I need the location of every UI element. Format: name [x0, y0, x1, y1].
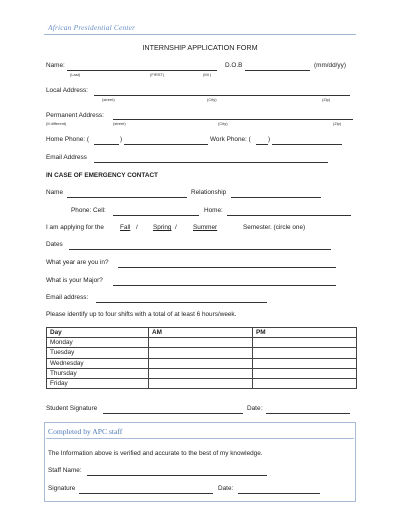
- semester-fall[interactable]: Fall: [120, 224, 131, 231]
- student-signature-field[interactable]: [103, 413, 243, 414]
- perm-sub-zip: (Zip): [333, 121, 342, 126]
- header-divider: [44, 34, 356, 35]
- staff-section-title: Completed by APC staff: [48, 427, 123, 436]
- student-date-colon: :: [261, 405, 263, 412]
- name-label: Name:: [46, 62, 65, 69]
- relationship-label: Relationship: [191, 189, 227, 196]
- shift-am-cell[interactable]: [149, 378, 253, 388]
- shifts-intro: Please identify up to four shifts with a total of at least 6 hours/week.: [46, 311, 237, 318]
- table-row: [47, 378, 357, 388]
- semester-note: Semester. (circle one): [243, 224, 306, 231]
- dates-field[interactable]: [69, 249, 331, 250]
- shift-pm-cell[interactable]: [253, 378, 357, 388]
- shift-day: Thursday: [47, 368, 149, 378]
- student-date-field[interactable]: [266, 413, 350, 414]
- year-field[interactable]: [118, 267, 336, 268]
- staff-date-field[interactable]: [238, 493, 320, 494]
- name-sub-last: (Last): [70, 72, 81, 77]
- local-sub-zip: (Zip): [322, 97, 331, 102]
- staff-signature-label: Signature: [48, 485, 76, 492]
- name-field[interactable]: [67, 70, 217, 71]
- form-title: INTERNSHIP APPLICATION FORM: [142, 43, 258, 52]
- shift-pm-cell[interactable]: [253, 338, 357, 348]
- dates-label: Dates: [46, 241, 63, 248]
- home-phone-field[interactable]: [124, 144, 208, 145]
- email-label: Email Address: [46, 154, 87, 161]
- shift-day: Tuesday: [47, 348, 149, 358]
- org-header: African Presidential Center: [48, 23, 136, 32]
- student-signature-label: Student Signature: [46, 405, 98, 412]
- home-phone-area-field[interactable]: [94, 144, 119, 145]
- shift-am-cell[interactable]: [149, 358, 253, 368]
- applying-label: I am applying for the: [46, 224, 104, 231]
- emergency-cell-label: Phone: Cell:: [71, 207, 106, 214]
- email-field[interactable]: [94, 162, 328, 163]
- local-address-label: Local Address:: [46, 87, 88, 94]
- shift-day: Friday: [47, 378, 149, 388]
- dob-label: D.O.B: [225, 62, 243, 69]
- home-phone-label: Home Phone: (: [46, 136, 89, 143]
- major-label: What is your Major?: [46, 277, 103, 284]
- semester-summer[interactable]: Summer: [193, 224, 218, 231]
- emergency-name-label: Name: [46, 189, 64, 196]
- shift-day: Monday: [47, 338, 149, 348]
- table-row: [47, 358, 357, 368]
- perm-sub-city: (City): [218, 121, 228, 126]
- shift-day: Wednesday: [47, 358, 149, 368]
- emergency-heading: IN CASE OF EMERGENCY CONTACT: [46, 172, 158, 179]
- staff-divider: [46, 438, 354, 439]
- shift-header-am: AM: [149, 328, 253, 338]
- emergency-name-field[interactable]: [67, 197, 187, 198]
- semester-slash-2: /: [175, 224, 177, 231]
- shift-table: [46, 327, 357, 389]
- emergency-home-label: Home:: [204, 207, 223, 214]
- shift-header-day: Day: [47, 328, 149, 338]
- work-phone-field[interactable]: [272, 144, 342, 145]
- permanent-address-field[interactable]: [113, 119, 353, 120]
- relationship-field[interactable]: [231, 197, 321, 198]
- shift-pm-cell[interactable]: [253, 348, 357, 358]
- staff-statement: The Information above is verified and accurate to the best of my knowledge.: [48, 450, 263, 457]
- semester-spring[interactable]: Spring: [153, 224, 172, 231]
- email-address-label: Email address:: [46, 294, 89, 301]
- emergency-cell-field[interactable]: [113, 215, 199, 216]
- staff-date-label: Date:: [218, 485, 234, 492]
- local-sub-street: (street): [102, 97, 115, 102]
- home-phone-close: ): [120, 136, 123, 143]
- email-address-field[interactable]: [96, 302, 267, 303]
- shift-am-cell[interactable]: [149, 368, 253, 378]
- year-label: What year are you in?: [46, 259, 109, 266]
- name-sub-mi: (MI ): [203, 72, 212, 77]
- shift-pm-cell[interactable]: [253, 368, 357, 378]
- table-row: [47, 348, 357, 358]
- major-field[interactable]: [113, 285, 336, 286]
- shift-header-pm: PM: [253, 328, 357, 338]
- semester-slash-1: /: [136, 224, 138, 231]
- table-row: [47, 368, 357, 378]
- emergency-home-field[interactable]: [227, 215, 351, 216]
- perm-sub-if-different: (If different): [46, 121, 67, 126]
- shift-pm-cell[interactable]: [253, 358, 357, 368]
- work-phone-label: Work Phone: (: [210, 136, 251, 143]
- work-phone-area-field[interactable]: [256, 144, 268, 145]
- perm-sub-street: (street): [113, 121, 126, 126]
- staff-name-field[interactable]: [87, 475, 267, 476]
- permanent-address-label: Permanent Address:: [46, 112, 104, 119]
- table-row: [47, 338, 357, 348]
- work-phone-close: ): [268, 136, 271, 143]
- dob-format: (mm/dd/yy): [314, 62, 346, 69]
- local-address-field[interactable]: [94, 95, 350, 96]
- staff-signature-field[interactable]: [79, 493, 213, 494]
- local-sub-city: (City): [207, 97, 217, 102]
- student-date-label: Date: [247, 405, 261, 412]
- staff-name-label: Staff Name:: [48, 467, 82, 474]
- shift-table-header-row: [47, 328, 357, 338]
- shift-am-cell[interactable]: [149, 338, 253, 348]
- shift-am-cell[interactable]: [149, 348, 253, 358]
- dob-field[interactable]: [245, 70, 310, 71]
- name-sub-first: (FIRST): [150, 72, 165, 77]
